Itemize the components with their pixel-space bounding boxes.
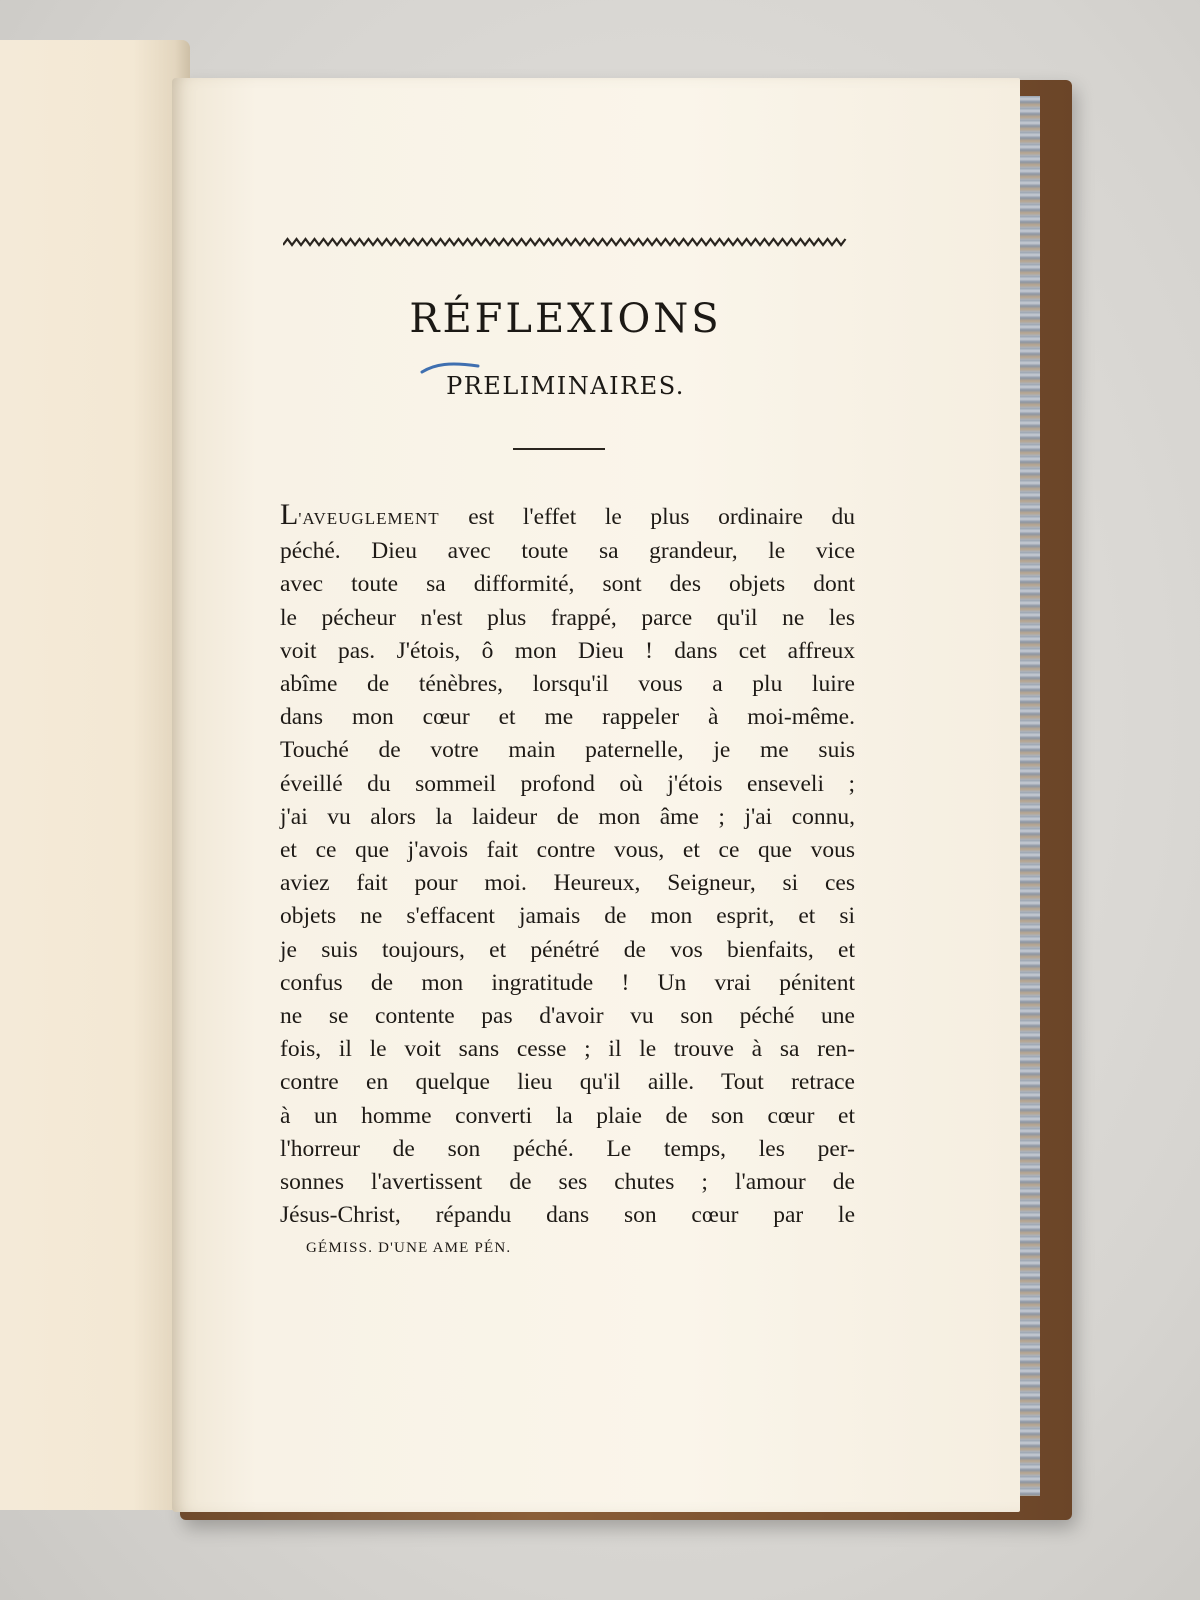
left-page [0, 40, 190, 1510]
text-line: voit pas. J'étois, ô mon Dieu ! dans cet affreux [280, 637, 855, 664]
text-line: confus de mon ingratitude ! Un vrai pénitent [280, 969, 855, 996]
body-text [280, 498, 855, 1232]
text-line: Jésus-Christ, répandu dans son cœur par le [280, 1202, 855, 1229]
chapter-subtitle: PRELIMINAIRES. [446, 372, 685, 400]
text-line: fois, il le voit sans cesse ; il le trouve à sa ren- [280, 1036, 855, 1063]
marbled-page-edge [1018, 96, 1040, 1496]
text-line-1-rest: est l'effet le plus ordinaire du [439, 504, 855, 530]
text-line: éveillé du sommeil profond où j'étois enseveli ; [280, 770, 855, 797]
text-line: j'ai vu alors la laideur de mon âme ; j'ai connu, [280, 803, 855, 830]
text-line: aviez fait pour moi. Heureux, Seigneur, si ces [280, 870, 855, 897]
text-line: péché. Dieu avec toute sa grandeur, le vice [280, 538, 855, 565]
text-line: le pécheur n'est plus frappé, parce qu'il ne les [280, 604, 855, 631]
signature-mark: GÉMISS. D'UNE AME PÉN. [306, 1240, 512, 1256]
text-line: contre en quelque lieu qu'il aille. Tout retrace [280, 1069, 855, 1096]
text-line: ne se contente pas d'avoir vu son péché une [280, 1003, 855, 1030]
chapter-title: RÉFLEXIONS [409, 296, 722, 342]
text-line: à un homme converti la plaie de son cœur et [280, 1102, 855, 1129]
left-page-show-through [0, 220, 180, 780]
text-line: je suis toujours, et pénétré de vos bienfaits, et [280, 936, 855, 963]
text-line: dans mon cœur et me rappeler à moi-même. [280, 704, 855, 731]
text-line: sonnes l'avertissent de ses chutes ; l'amour de [280, 1169, 855, 1196]
lead-smallcaps: 'AVEUGLEMENT [298, 509, 440, 528]
text-line: objets ne s'effacent jamais de mon esprit, et si [280, 903, 855, 930]
text-line-1 [280, 498, 855, 535]
text-line: et ce que j'avois fait contre vous, et ce que vous [280, 837, 855, 864]
text-line: avec toute sa difformité, sont des objets dont [280, 571, 855, 598]
text-line: l'horreur de son péché. Le temps, les per- [280, 1135, 855, 1162]
header-ornament [283, 236, 848, 248]
text-line: Touché de votre main paternelle, je me suis [280, 737, 855, 764]
title-rule [513, 448, 605, 450]
drop-cap: L [280, 498, 299, 531]
text-line: abîme de ténèbres, lorsqu'il vous a plu luire [280, 671, 855, 698]
